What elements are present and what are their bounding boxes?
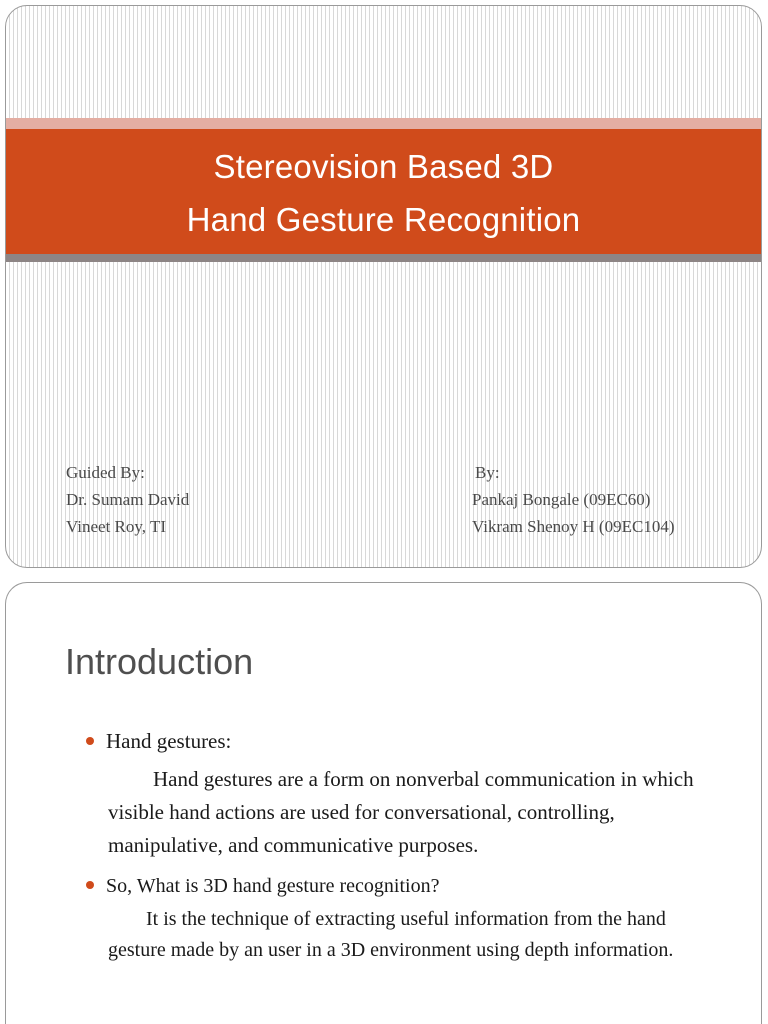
author-name: Pankaj Bongale (09EC60) [472,490,651,509]
title-slide [5,5,762,568]
authors-block [472,459,674,540]
slide-heading: Introduction [65,641,254,682]
bullet-dot-icon [86,737,94,745]
bullet-paragraph-text: Hand gestures are a form on nonverbal communication in which visible hand actions are used for conversational, controlling, manipulative, and communicative purposes. [108,767,694,857]
bullet-dot-icon [86,881,94,889]
slide-title-line-2: Hand Gesture Recognition [186,201,581,238]
guided-by-block [66,459,189,540]
bullet-paragraph [108,904,728,966]
guided-by-heading: Guided By: [66,463,145,482]
guide-name: Dr. Sumam David [66,490,190,509]
slide-title-line-1: Stereovision Based 3D [213,148,554,185]
title-bottom-accent-band [6,254,761,262]
introduction-slide [5,582,762,1024]
author-name: Vikram Shenoy H (09EC104) [472,517,675,536]
authors-heading: By: [475,463,500,482]
guide-name: Vineet Roy, TI [66,517,167,536]
title-top-accent-band [6,118,761,129]
bullet-label: Hand gestures: [106,729,232,753]
bullet-paragraph-text: It is the technique of extracting useful information from the hand gesture made by an user in a 3D environment using depth information. [108,908,674,961]
bullet-label: So, What is 3D hand gesture recognition? [106,875,440,897]
bullet-paragraph [108,763,728,862]
